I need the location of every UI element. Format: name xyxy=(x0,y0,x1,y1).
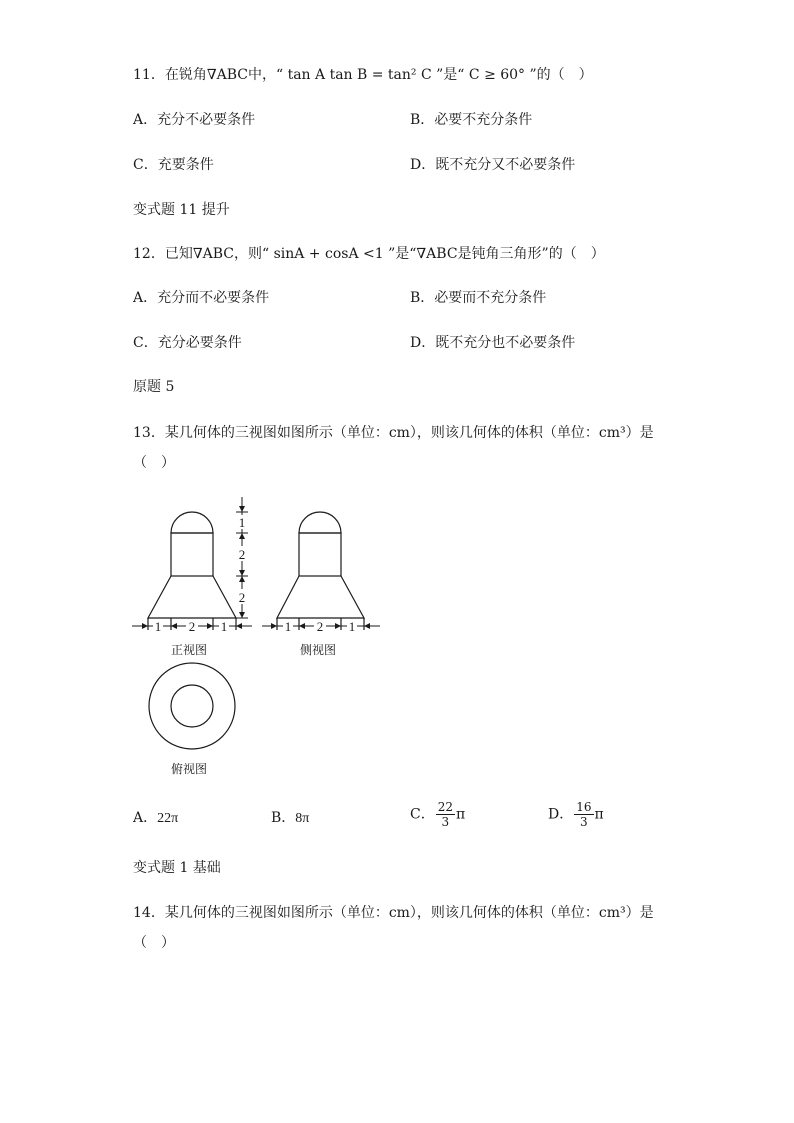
option-c-fraction xyxy=(436,800,455,829)
side-view-caption: 侧视图 xyxy=(299,643,337,657)
question-12-option-a: A．充分而不必要条件 xyxy=(133,290,270,306)
question-14-stem-paren: （ ） xyxy=(133,935,175,951)
option-b-label: B． xyxy=(271,810,296,826)
option-d-numerator: 16 xyxy=(576,800,592,814)
question-13-option-a xyxy=(133,809,178,828)
dimension-arrowheads xyxy=(142,506,370,629)
option-a-value: 22π xyxy=(157,811,179,826)
question-11-stem: 11．在锐角∇ABC中，“ tan A tan B = tan² C ”是“ C ≥ 60° ”的（ ） xyxy=(133,67,593,83)
question-13-option-c xyxy=(410,800,465,829)
option-b-value: 8π xyxy=(295,811,310,826)
side-horizontal-dim-3: 1 xyxy=(348,619,356,634)
front-horizontal-dim-1: 1 xyxy=(154,619,162,634)
side-view-drawing xyxy=(277,512,364,630)
option-d-fraction xyxy=(574,800,593,829)
question-11-option-b: B．必要不充分条件 xyxy=(410,112,533,128)
question-12-option-d: D．既不充分也不必要条件 xyxy=(410,335,576,351)
question-12-stem: 12．已知∇ABC，则“ sinA + cosA <1 ”是“∇ABC是钝角三角形”的（ ） xyxy=(133,246,605,262)
question-11-option-c: C．充要条件 xyxy=(133,157,214,173)
question-13-stem-paren: （ ） xyxy=(133,455,175,471)
option-d-pi: π xyxy=(594,806,604,823)
question-14-stem: 14．某几何体的三视图如图所示（单位：cm），则该几何体的体积（单位：cm³）是 xyxy=(133,905,654,921)
option-d-label: D． xyxy=(548,806,574,823)
vertical-dim-label-1: 1 xyxy=(238,515,246,530)
section-heading-variant-11: 变式题 11 提升 xyxy=(133,202,230,218)
section-heading-variant-1: 变式题 1 基础 xyxy=(133,860,221,876)
question-12-option-b: B．必要而不充分条件 xyxy=(410,290,547,306)
question-12-option-c: C．充分必要条件 xyxy=(133,335,242,351)
option-c-pi: π xyxy=(456,806,466,823)
option-c-denominator: 3 xyxy=(441,815,450,829)
question-13-stem: 13．某几何体的三视图如图所示（单位：cm），则该几何体的体积（单位：cm³）是 xyxy=(133,425,654,441)
side-horizontal-dim-2: 2 xyxy=(316,619,324,634)
option-c-label: C． xyxy=(410,806,435,823)
question-11-option-a: A．充分不必要条件 xyxy=(133,112,256,128)
top-view-drawing xyxy=(149,663,235,749)
vertical-dim-label-2: 2 xyxy=(238,547,246,562)
side-horizontal-dim-1: 1 xyxy=(284,619,292,634)
front-horizontal-dim-3: 1 xyxy=(220,619,228,634)
section-heading-original-5: 原题 5 xyxy=(133,379,175,395)
option-d-denominator: 3 xyxy=(580,815,588,829)
front-view-drawing xyxy=(148,512,236,630)
option-c-numerator: 22 xyxy=(437,800,453,814)
option-a-label: A． xyxy=(133,810,158,826)
top-view-caption: 俯视图 xyxy=(170,762,208,776)
front-view-caption: 正视图 xyxy=(170,643,208,657)
question-13-option-b xyxy=(271,809,309,828)
front-horizontal-dim-2: 2 xyxy=(188,619,196,634)
three-view-figure xyxy=(128,495,388,795)
vertical-dim-label-3: 2 xyxy=(238,590,246,605)
question-11-option-d: D．既不充分又不必要条件 xyxy=(410,157,576,173)
question-13-option-d xyxy=(548,800,604,829)
